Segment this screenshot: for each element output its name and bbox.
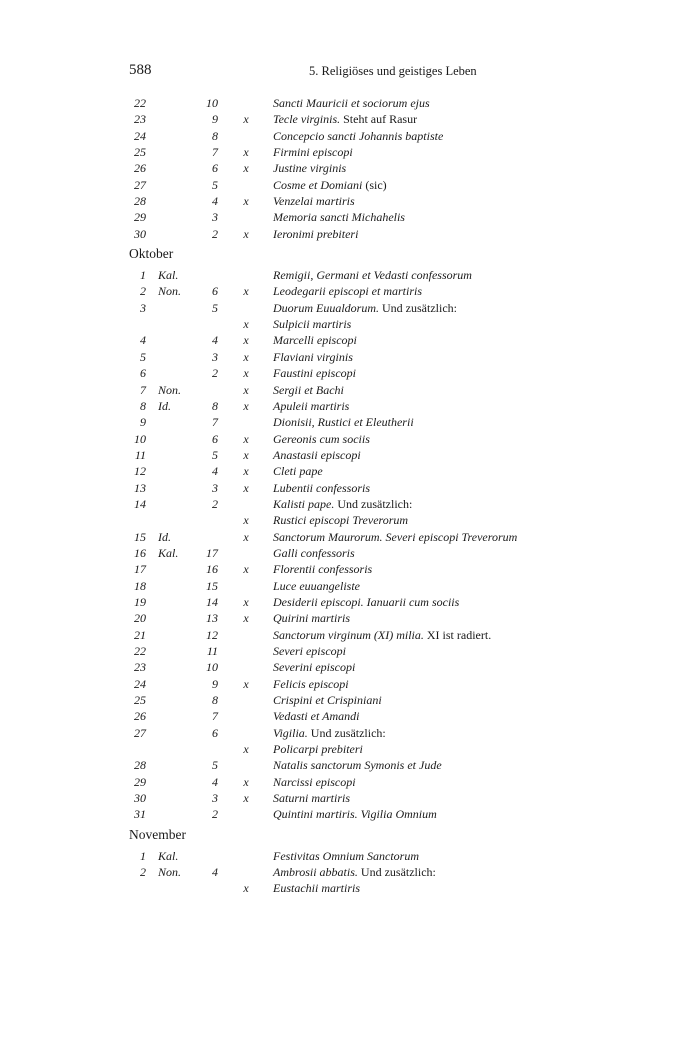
roman-day-name: Non.	[158, 284, 182, 299]
calendar-row	[0, 677, 700, 693]
day-number: 27	[134, 725, 146, 740]
feast-name: Sanctorum Maurorum. Severi episcopi Treverorum	[273, 529, 518, 544]
calendar-row	[0, 284, 700, 300]
addition-mark: x	[243, 431, 249, 446]
feast-entry	[273, 129, 443, 144]
calendar-row	[0, 178, 700, 194]
addition-mark: x	[243, 562, 249, 577]
roman-day-name: Non.	[158, 382, 182, 397]
day-number: 15	[134, 529, 146, 544]
feast-entry	[273, 709, 359, 724]
feast-entry	[273, 96, 430, 111]
addition-mark: x	[243, 366, 249, 381]
roman-count: 2	[212, 807, 218, 822]
feast-name: Remigii, Germani et Vedasti confessorum	[273, 268, 472, 283]
feast-entry	[273, 693, 382, 708]
day-number: 10	[134, 431, 146, 446]
feast-name: Tecle virginis.	[273, 112, 341, 127]
day-number: 3	[140, 300, 146, 315]
calendar-row	[0, 546, 700, 562]
roman-count: 7	[212, 709, 218, 724]
day-number: 25	[134, 693, 146, 708]
day-number: 1	[140, 268, 146, 283]
feast-name: Concepcio sancti Johannis baptiste	[273, 128, 444, 143]
day-number: 1	[140, 848, 146, 863]
calendar-row	[0, 415, 700, 431]
roman-count: 11	[206, 644, 218, 658]
calendar-row	[0, 562, 700, 578]
calendar-row	[0, 513, 700, 529]
calendar-row	[0, 96, 700, 112]
roman-count: 4	[212, 464, 218, 479]
addition-mark: x	[243, 676, 249, 691]
calendar-row	[0, 383, 700, 399]
calendar-row	[0, 448, 700, 464]
feast-name: Memoria sancti Michahelis	[273, 210, 405, 225]
day-number: 2	[140, 284, 146, 299]
roman-count: 2	[212, 496, 218, 511]
feast-name: Anastasii episcopi	[273, 447, 361, 462]
feast-entry	[273, 366, 356, 381]
feast-name: Florentii confessoris	[273, 562, 373, 577]
addition-mark: x	[243, 742, 249, 757]
roman-count: 6	[212, 161, 218, 176]
feast-name: Venzelai martiris	[273, 194, 355, 209]
addition-mark: x	[243, 398, 249, 413]
calendar-row	[0, 112, 700, 128]
day-number: 23	[134, 112, 146, 127]
roman-count: 5	[212, 447, 218, 462]
calendar-row	[0, 333, 700, 349]
addition-mark: x	[243, 145, 249, 160]
feast-entry	[273, 333, 357, 348]
calendar-row	[0, 227, 700, 243]
feast-entry	[273, 497, 412, 512]
feast-entry	[273, 758, 442, 773]
roman-count: 7	[212, 145, 218, 160]
day-number: 21	[134, 627, 146, 642]
roman-count: 3	[212, 210, 218, 225]
feast-name: Eustachii martiris	[273, 881, 361, 896]
addition-mark: x	[243, 611, 249, 626]
calendar-row	[0, 350, 700, 366]
addition-mark: x	[243, 791, 249, 806]
day-number: 16	[134, 545, 146, 560]
feast-entry	[273, 579, 360, 594]
roman-day-name: Kal.	[158, 268, 179, 283]
editorial-note: Steht auf Rasur	[340, 112, 418, 127]
editorial-note: Und zusätzlich:	[357, 865, 436, 880]
feast-entry	[273, 432, 370, 447]
calendar-row	[0, 129, 700, 145]
roman-day-name: Kal.	[158, 545, 179, 560]
addition-mark: x	[243, 881, 249, 896]
day-number: 28	[134, 758, 146, 773]
calendar-row	[0, 807, 700, 823]
roman-count: 13	[206, 611, 218, 626]
feast-name: Vedasti et Amandi	[273, 709, 360, 724]
roman-count: 3	[212, 480, 218, 495]
addition-mark: x	[243, 464, 249, 479]
calendar-row	[0, 579, 700, 595]
day-number: 30	[134, 226, 146, 241]
feast-name: Vigilia.	[273, 725, 308, 740]
roman-count: 2	[212, 366, 218, 381]
roman-count: 12	[206, 627, 218, 642]
calendar-row	[0, 726, 700, 742]
day-number: 19	[134, 594, 146, 609]
feast-entry	[273, 530, 517, 545]
feast-name: Kalisti pape.	[273, 496, 335, 511]
feast-entry	[273, 562, 372, 577]
roman-count: 6	[212, 431, 218, 446]
feast-entry	[273, 415, 414, 430]
feast-entry	[273, 726, 386, 741]
feast-entry	[273, 145, 353, 160]
feast-entry	[273, 178, 387, 193]
feast-name: Apuleii martiris	[273, 398, 350, 413]
day-number: 23	[134, 660, 146, 675]
addition-mark: x	[243, 513, 249, 528]
feast-name: Luce euuangeliste	[273, 578, 360, 593]
page-number: 588	[129, 62, 152, 78]
feast-entry	[273, 611, 350, 626]
feast-entry	[273, 284, 422, 299]
calendar-row	[0, 758, 700, 774]
day-number: 30	[134, 791, 146, 806]
feast-name: Sulpicii martiris	[273, 317, 352, 332]
feast-name: Sancti Mauricii et sociorum ejus	[273, 96, 430, 110]
roman-count: 15	[206, 578, 218, 593]
day-number: 28	[134, 194, 146, 209]
feast-name: Lubentii confessoris	[273, 480, 371, 495]
addition-mark: x	[243, 194, 249, 209]
calendar-row	[0, 611, 700, 627]
roman-count: 8	[212, 693, 218, 708]
calendar-row	[0, 628, 700, 644]
feast-entry	[273, 317, 351, 332]
feast-name: Natalis sanctorum Symonis et Jude	[273, 758, 442, 773]
feast-name: Faustini episcopi	[273, 366, 356, 381]
feast-name: Flaviani virginis	[273, 349, 353, 364]
day-number: 26	[134, 709, 146, 724]
feast-name: Marcelli episcopi	[273, 333, 357, 348]
feast-entry	[273, 513, 408, 528]
calendar-row	[0, 530, 700, 546]
roman-count: 3	[212, 349, 218, 364]
day-number: 11	[134, 447, 146, 462]
feast-entry	[273, 775, 356, 790]
calendar-row	[0, 481, 700, 497]
month-heading: Oktober	[129, 246, 174, 262]
editorial-note: Und zusätzlich:	[307, 725, 386, 740]
month-heading: November	[129, 826, 186, 842]
calendar-row	[0, 161, 700, 177]
editorial-note: XI ist radiert.	[423, 627, 492, 642]
addition-mark: x	[243, 317, 249, 332]
roman-count: 7	[212, 415, 218, 430]
feast-entry	[273, 881, 360, 896]
feast-entry	[273, 399, 349, 414]
feast-name: Felicis episcopi	[273, 676, 349, 691]
feast-name: Rustici episcopi Treverorum	[273, 513, 409, 528]
calendar-row	[0, 194, 700, 210]
calendar-row	[0, 301, 700, 317]
calendar-row	[0, 693, 700, 709]
running-title: 5. Religiöses und geistiges Leben	[309, 64, 477, 78]
calendar-row	[0, 366, 700, 382]
feast-name: Crispini et Crispiniani	[273, 693, 382, 708]
roman-count: 10	[206, 660, 218, 675]
roman-count: 5	[212, 758, 218, 773]
roman-count: 4	[212, 774, 218, 789]
day-number: 25	[134, 145, 146, 160]
addition-mark: x	[243, 161, 249, 176]
day-number: 14	[134, 496, 146, 511]
addition-mark: x	[243, 447, 249, 462]
calendar-row	[0, 399, 700, 415]
feast-entry	[273, 194, 355, 209]
day-number: 7	[140, 382, 146, 397]
feast-name: Quintini martiris. Vigilia Omnium	[273, 807, 437, 822]
feast-name: Dionisii, Rustici et Eleutherii	[273, 415, 414, 430]
feast-name: Desiderii episcopi. Ianuarii cum sociis	[273, 594, 460, 609]
roman-count: 5	[212, 177, 218, 192]
addition-mark: x	[243, 774, 249, 789]
roman-count: 6	[212, 284, 218, 299]
calendar-row	[0, 464, 700, 480]
calendar-row	[0, 644, 700, 660]
feast-name: Narcissi episcopi	[273, 774, 356, 789]
day-number: 2	[140, 865, 146, 880]
roman-day-name: Non.	[158, 865, 182, 880]
day-number: 27	[134, 177, 146, 192]
feast-entry	[273, 849, 419, 864]
calendar-table	[0, 96, 700, 898]
feast-name: Firmini episcopi	[273, 145, 353, 160]
day-number: 6	[140, 366, 146, 381]
addition-mark: x	[243, 112, 249, 127]
roman-count: 4	[212, 865, 218, 880]
day-number: 26	[134, 161, 146, 176]
day-number: 22	[134, 96, 146, 110]
feast-name: Severini episcopi	[273, 660, 356, 675]
addition-mark: x	[243, 480, 249, 495]
roman-count: 9	[212, 676, 218, 691]
day-number: 18	[134, 578, 146, 593]
roman-count: 4	[212, 194, 218, 209]
feast-name: Sanctorum virginum (XI) milia.	[273, 627, 424, 642]
day-number: 20	[134, 611, 146, 626]
feast-name: Cleti pape	[273, 464, 323, 479]
feast-name: Galli confessoris	[273, 545, 355, 560]
roman-count: 16	[206, 562, 218, 577]
day-number: 31	[134, 807, 146, 822]
feast-entry	[273, 742, 363, 757]
calendar-row	[0, 268, 700, 284]
feast-entry	[273, 112, 417, 127]
calendar-row	[0, 881, 700, 897]
feast-entry	[273, 161, 346, 176]
roman-count: 5	[212, 300, 218, 315]
day-number: 17	[134, 562, 146, 577]
roman-count: 4	[212, 333, 218, 348]
addition-mark: x	[243, 382, 249, 397]
feast-entry	[273, 481, 370, 496]
roman-count: 2	[212, 226, 218, 241]
addition-mark: x	[243, 284, 249, 299]
roman-day-name: Kal.	[158, 848, 179, 863]
feast-name: Festivitas Omnium Sanctorum	[273, 848, 419, 863]
roman-count: 8	[212, 128, 218, 143]
calendar-row	[0, 317, 700, 333]
calendar-row	[0, 865, 700, 881]
feast-entry	[273, 227, 358, 242]
day-number: 22	[134, 644, 146, 658]
calendar-row	[0, 210, 700, 226]
roman-count: 10	[206, 96, 218, 110]
roman-count: 14	[206, 594, 218, 609]
feast-entry	[273, 644, 346, 659]
addition-mark: x	[243, 594, 249, 609]
addition-mark: x	[243, 529, 249, 544]
day-number: 4	[140, 333, 146, 348]
roman-day-name: Id.	[158, 529, 171, 544]
day-number: 8	[140, 398, 146, 413]
addition-mark: x	[243, 226, 249, 241]
roman-count: 9	[212, 112, 218, 127]
feast-name: Severi episcopi	[273, 644, 346, 658]
calendar-row	[0, 791, 700, 807]
calendar-row	[0, 709, 700, 725]
day-number: 24	[134, 676, 146, 691]
calendar-row	[0, 849, 700, 865]
calendar-row	[0, 742, 700, 758]
feast-name: Duorum Euualdorum.	[273, 300, 380, 315]
editorial-note: (sic)	[362, 177, 387, 192]
feast-entry	[273, 350, 353, 365]
calendar-row	[0, 497, 700, 513]
calendar-row	[0, 145, 700, 161]
roman-count: 8	[212, 398, 218, 413]
day-number: 9	[140, 415, 146, 430]
roman-day-name: Id.	[158, 398, 171, 413]
day-number: 29	[134, 774, 146, 789]
feast-name: Sergii et Bachi	[273, 382, 344, 397]
feast-name: Gereonis cum sociis	[273, 431, 370, 446]
feast-entry	[273, 210, 405, 225]
page-header	[129, 62, 569, 82]
feast-entry	[273, 807, 437, 822]
roman-count: 6	[212, 725, 218, 740]
addition-mark: x	[243, 333, 249, 348]
feast-entry	[273, 660, 355, 675]
feast-name: Leodegarii episcopi et martiris	[273, 284, 422, 299]
calendar-row	[0, 775, 700, 791]
feast-name: Ambrosii abbatis.	[273, 865, 358, 880]
feast-entry	[273, 546, 355, 561]
calendar-row	[0, 595, 700, 611]
feast-entry	[273, 464, 323, 479]
feast-entry	[273, 791, 350, 806]
day-number: 5	[140, 349, 146, 364]
day-number: 29	[134, 210, 146, 225]
feast-entry	[273, 301, 457, 316]
feast-name: Cosme et Domiani	[273, 177, 363, 192]
feast-name: Policarpi prebiteri	[273, 742, 363, 757]
feast-name: Quirini martiris	[273, 611, 351, 626]
calendar-row	[0, 660, 700, 676]
calendar-row	[0, 432, 700, 448]
editorial-note: Und zusätzlich:	[334, 496, 413, 511]
feast-name: Justine virginis	[273, 161, 347, 176]
feast-entry	[273, 677, 349, 692]
feast-entry	[273, 628, 491, 643]
feast-entry	[273, 865, 436, 880]
feast-entry	[273, 383, 344, 398]
roman-count: 17	[206, 545, 218, 560]
feast-entry	[273, 595, 459, 610]
day-number: 12	[134, 464, 146, 479]
day-number: 24	[134, 128, 146, 143]
feast-name: Saturni martiris	[273, 791, 351, 806]
addition-mark: x	[243, 349, 249, 364]
feast-entry	[273, 448, 361, 463]
editorial-note: Und zusätzlich:	[379, 300, 457, 315]
feast-entry	[273, 268, 472, 283]
feast-name: Ieronimi prebiteri	[273, 226, 359, 241]
roman-count: 3	[212, 791, 218, 806]
day-number: 13	[134, 480, 146, 495]
